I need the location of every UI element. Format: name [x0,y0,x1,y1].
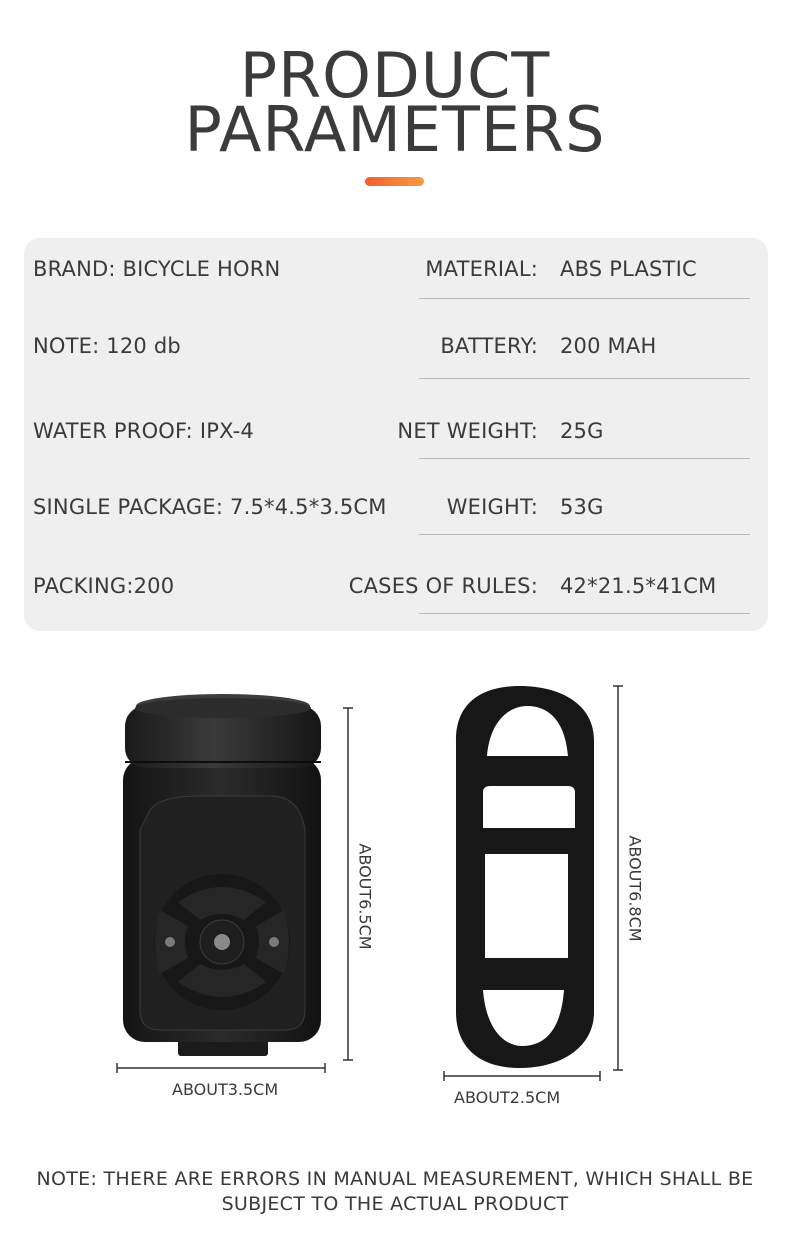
spec-net-weight-label: NET WEIGHT: [397,419,538,443]
spec-divider [419,298,750,299]
page-title-line-2: PARAMETERS [184,93,606,166]
spec-cases-label: CASES OF RULES: [348,574,538,598]
spec-water-proof: WATER PROOF: IPX-4 [33,419,254,443]
page-title-line-1: PRODUCT [239,39,551,112]
spec-packing: PACKING:200 [33,574,175,598]
strap-width-label: ABOUT2.5CM [454,1088,561,1107]
spec-material-label: MATERIAL: [425,257,538,281]
bicycle-horn-image [123,694,321,1056]
spec-net-weight-value: 25G [560,419,604,443]
spec-weight-value: 53G [560,495,604,519]
spec-battery-value: 200 MAH [560,334,657,358]
title-accent-bar [365,177,424,186]
strap-width-dimension-line [444,1071,600,1081]
strap-height-dimension-line [613,686,623,1070]
spec-brand: BRAND: BICYCLE HORN [33,257,281,281]
silicone-strap-image [456,686,594,1068]
horn-width-label: ABOUT3.5CM [172,1080,279,1099]
horn-height-dimension-line [343,708,353,1060]
footer-note-line-2: SUBJECT TO THE ACTUAL PRODUCT [221,1193,569,1215]
spec-single-package: SINGLE PACKAGE: 7.5*4.5*3.5CM [33,495,387,519]
footer-note-line-1: NOTE: THERE ARE ERRORS IN MANUAL MEASUREMENT, WHICH SHALL BE [36,1168,754,1190]
spec-note: NOTE: 120 db [33,334,181,358]
horn-height-label: ABOUT6.5CM [355,843,375,950]
spec-divider [419,458,750,459]
spec-weight-label: WEIGHT: [446,495,538,519]
spec-divider [419,613,750,614]
spec-material-value: ABS PLASTIC [560,257,697,281]
spec-divider [419,534,750,535]
spec-battery-label: BATTERY: [440,334,538,358]
horn-width-dimension-line [117,1063,325,1073]
spec-divider [419,378,750,379]
spec-cases-value: 42*21.5*41CM [560,574,717,598]
strap-height-label: ABOUT6.8CM [625,835,645,942]
